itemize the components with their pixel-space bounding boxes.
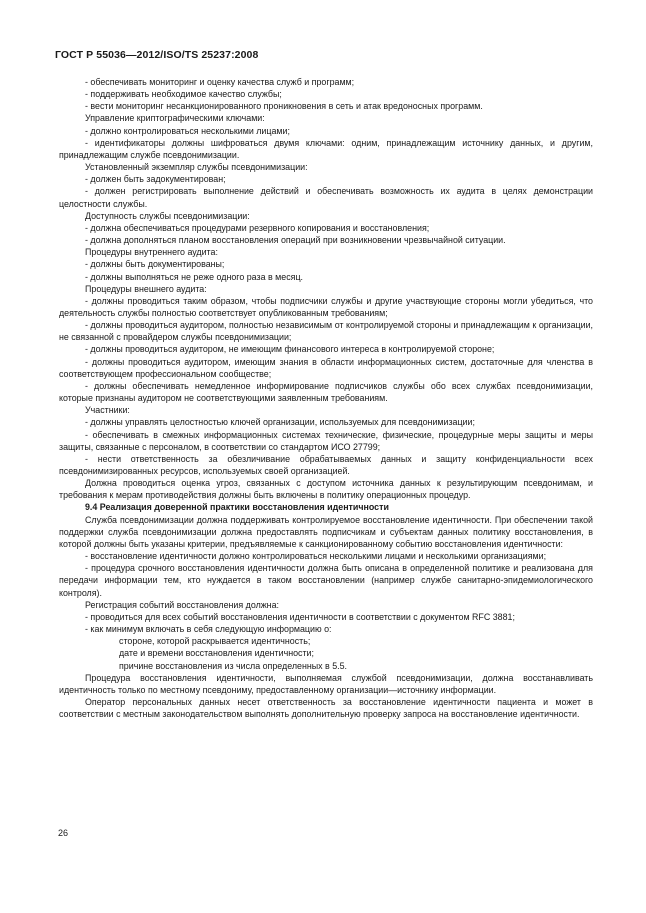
paragraph: - обеспечивать в смежных информационных системах технические, физические, процедурные меры защиты и меры защиты, связанные с персоналом, в соответствии со стандартом ИСО 27799; — [59, 429, 593, 452]
paragraph: - должны проводиться аудитором, не имеющим финансового интереса в контролируемой стороне; — [85, 344, 495, 355]
paragraph: - должны быть документированы; — [85, 259, 225, 270]
paragraph: - идентификаторы должны шифроваться двумя ключами: одним, принадлежащим источнику данных, и другим, принадлежащим службе псевдонимизации. — [59, 137, 593, 160]
paragraph: - должна дополняться планом восстановления операций при возникновении чрезвычайной ситуации. — [85, 235, 506, 246]
paragraph: - должны выполняться не реже одного раза в месяц. — [85, 271, 303, 282]
paragraph: Оператор персональных данных несет ответственность за восстановление идентичности пациента и может в соответствии с местным законодательством выполнять дополнительную проверку запроса на восстановление идентичности. — [59, 696, 593, 720]
paragraph: - нести ответственность за обезличивание обрабатываемых данных и защиту конфиденциальности всех псевдонимизированных ресурсов, используемых своей организацией. — [59, 453, 593, 476]
paragraph: Должна проводиться оценка угроз, связанных с доступом источника данных к результирующим псевдонимам, и требования к мерам противодействия должны быть включены в политику операционных процедур. — [59, 478, 593, 501]
paragraph: - проводиться для всех событий восстановления идентичности в соответствии с документом RFC 3881; — [85, 611, 515, 622]
sub-item: дате и времени восстановления идентичности; — [119, 648, 314, 659]
paragraph: Процедуры внутреннего аудита: — [85, 247, 218, 258]
paragraph: - обеспечивать мониторинг и оценку качества служб и программ; — [85, 77, 355, 87]
paragraph: Доступность службы псевдонимизации: — [85, 210, 250, 221]
paragraph: - должны проводиться таким образом, чтобы подписчики службы и другие участвующие стороны могли убедиться, что деятельность службы полностью соответствует опубликованным требованиям; — [59, 295, 593, 318]
paragraph: - должна обеспечиваться процедурами резервного копирования и восстановления; — [85, 222, 430, 233]
sub-item: стороне, которой раскрывается идентичность; — [119, 636, 311, 647]
paragraph: - восстановление идентичности должно контролироваться несколькими лицами и несколькими организациями; — [85, 551, 547, 562]
paragraph: - поддерживать необходимое качество службы; — [85, 89, 282, 100]
paragraph: Участники: — [85, 405, 130, 416]
page-number: 26 — [58, 828, 69, 838]
paragraph: - процедура срочного восстановления идентичности должна быть описана в определенной политике и реализована для передачи информации тем, кто нуждается в таком восстановлении (например службе санитарно-эпидемиологического контроля). — [59, 563, 593, 598]
standard-header: ГОСТ Р 55036—2012/ISO/TS 25237:2008 — [55, 49, 259, 61]
sub-item: причине восстановления из числа определенных в 5.5. — [119, 660, 348, 671]
paragraph: - должны проводиться аудитором, имеющим знания в области информационных систем, достаточные для членства в соответствующем профессиональном сообществе; — [59, 356, 593, 379]
paragraph: Управление криптографическими ключами: — [85, 113, 265, 124]
paragraph: - как минимум включать в себя следующую информацию о: — [85, 624, 332, 635]
paragraph: - должны обеспечивать немедленное информирование подписчиков службы обо всех службах псевдонимизации, которые признаны аудитором не соответствующими заявленным требованиям. — [59, 380, 593, 404]
paragraph: Регистрация событий восстановления должна: — [85, 599, 279, 610]
paragraph: Процедуры внешнего аудита: — [85, 283, 207, 294]
paragraph: - должен регистрировать выполнение действий и обеспечивать возможность их аудита в целях демонстрации целостности службы. — [59, 186, 593, 209]
paragraph: - должны управлять целостностью ключей организации, используемых для псевдонимизации; — [85, 417, 475, 428]
paragraph: - должен быть задокументирован; — [85, 174, 226, 185]
paragraph: - должны проводиться аудитором, полностью независимым от контролируемой стороны и принадлежащим к организации, не связанной с провайдером службы псевдонимизации; — [59, 320, 593, 343]
paragraph: Процедура восстановления идентичности, выполняемая службой псевдонимизации, должна восстанавливать идентичность только по местному псевдониму, предоставленному организации—источнику информации. — [59, 672, 593, 695]
paragraph: Служба псевдонимизации должна поддерживать контролируемое восстановление идентичности. При обеспечении такой поддержки служба псевдонимизации должна предоставлять подписчикам и субъектам данных политику восстановления, в которой должны быть указаны критерии, предъявляемые к санкционированному событию восстановления идентичности: — [59, 514, 593, 549]
paragraph: - должно контролироваться несколькими лицами; — [85, 125, 290, 136]
paragraph: Установленный экземпляр службы псевдонимизации: — [85, 162, 308, 173]
body-text — [59, 76, 593, 720]
paragraph: - вести мониторинг несанкционированного проникновения в сеть и атак вредоносных программ. — [85, 101, 483, 112]
section-heading: 9.4 Реализация доверенной практики восстановления идентичности — [85, 502, 389, 513]
